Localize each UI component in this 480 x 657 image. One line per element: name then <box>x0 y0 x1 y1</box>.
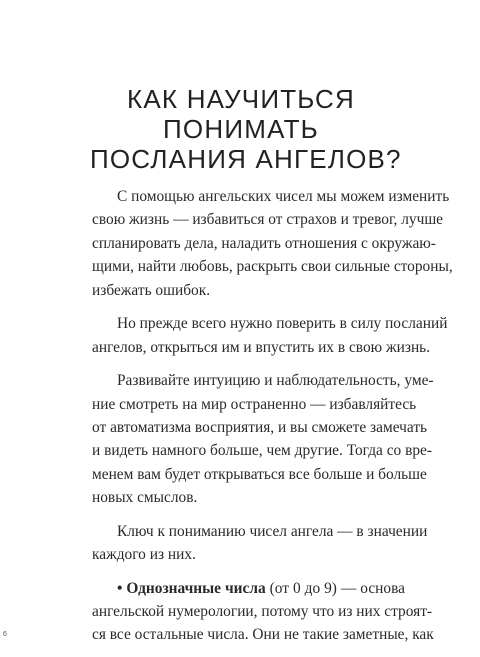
text-line: ангельской нумерологии, потому что из них строят- <box>92 603 433 620</box>
bullet-list-item <box>92 577 434 647</box>
chapter-title-line: КАК НАУЧИТЬСЯ <box>127 84 355 114</box>
text-line: свою жизнь — избавиться от страхов и тревог, лучше <box>92 211 444 229</box>
paragraph-3 <box>92 369 434 510</box>
text-line: щими, найти любовь, раскрыть свои сильные стороны, <box>92 258 453 276</box>
text-line: менем вам будет открываться все больше и больше <box>92 465 427 483</box>
text-line: каждого из них. <box>92 546 196 564</box>
chapter-title <box>90 84 402 174</box>
bullet-marker: • <box>117 579 123 597</box>
paragraph-4 <box>92 520 428 567</box>
chapter-body <box>92 185 453 657</box>
text-line: ся все остальные числа. Они не такие заметные, как <box>92 626 434 644</box>
text-line: избежать ошибок. <box>92 281 211 299</box>
chapter-title-line: ПОНИМАТЬ <box>163 114 319 144</box>
bullet-term: Однозначные числа <box>126 579 266 597</box>
text-line: новых смыслов. <box>92 489 198 507</box>
bullet-first-line-rest: (от 0 до 9) — основа <box>265 579 405 597</box>
page-number: 6 <box>3 631 7 638</box>
text-line: С помощью ангельских чисел мы можем изменить <box>117 188 450 205</box>
text-line: Но прежде всего нужно поверить в силу посланий <box>117 315 448 333</box>
paragraph-2 <box>92 312 448 359</box>
text-line: Развивайте интуицию и наблюдательность, уме- <box>117 372 434 390</box>
text-line: и видеть намного больше, чем другие. Тогда со вре- <box>92 442 432 460</box>
text-line: от автоматизма восприятия, и вы сможете замечать <box>92 418 428 436</box>
paragraph-1 <box>92 185 453 302</box>
text-line: спланировать дела, наладить отношения с окружаю- <box>92 234 436 252</box>
chapter-title-line: ПОСЛАНИЯ АНГЕЛОВ? <box>90 144 402 174</box>
text-line: ангелов, открыться им и впустить их в свою жизнь. <box>92 338 431 356</box>
text-line: ние смотреть на мир остраненно — избавляйтесь <box>92 395 417 413</box>
text-line: Ключ к пониманию чисел ангела — в значении <box>117 522 428 540</box>
bullet-first-line <box>92 577 405 600</box>
